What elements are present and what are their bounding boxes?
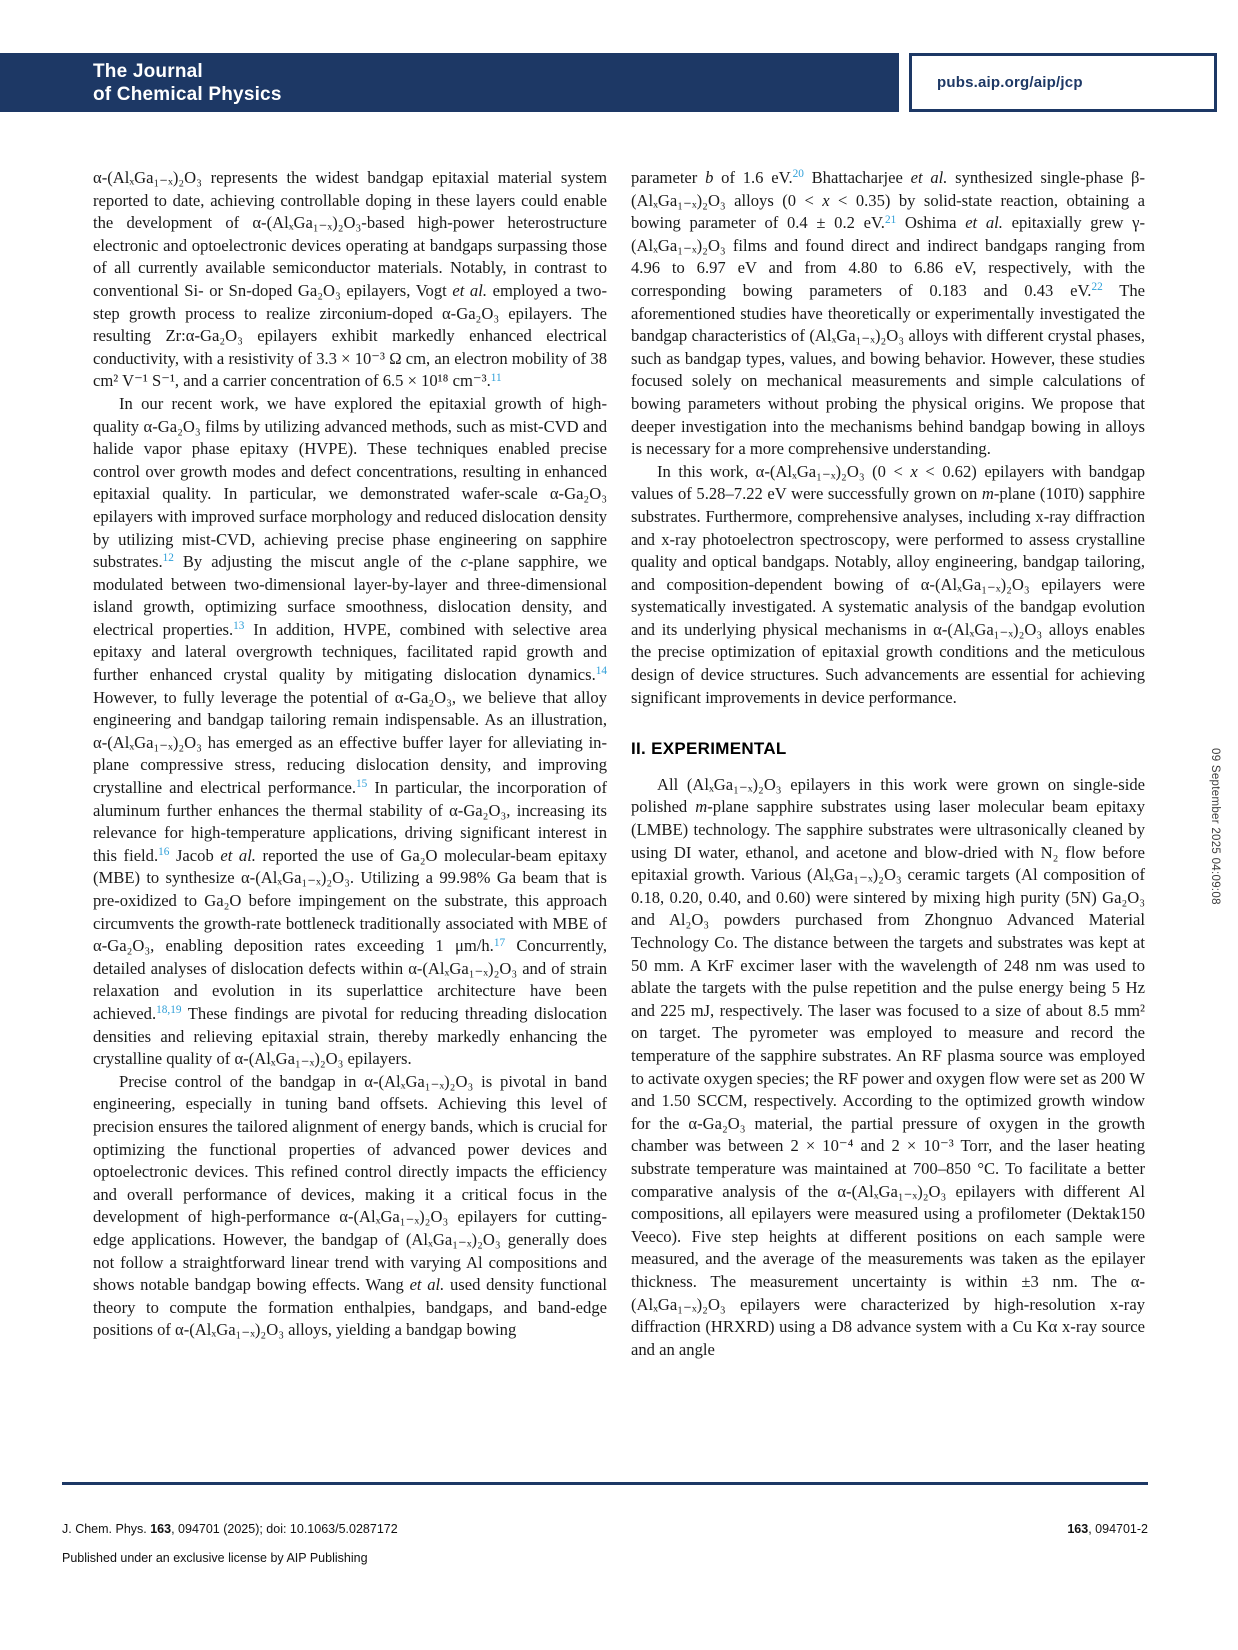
reference-citation-link[interactable]: 17: [493, 936, 506, 949]
journal-url-link[interactable]: pubs.aip.org/aip/jcp: [937, 74, 1083, 91]
footer-citation-volume: 163: [150, 1522, 172, 1536]
body-text: By adjusting the miscut angle of the: [173, 552, 461, 572]
body-text: Precise control of the bandgap in α-(AlₓGa₁₋ₓ)₂O₃ is pivotal in band engineering, especially in tuning band offsets. Achieving this level of precision ensures the tailored alignment of energy bands, which is crucial for optimizing the functional properties of advanced power devices and optoelectronic devices. This refined control directly impacts the efficiency and overall performance of devices, making it a critical focus in the development of high-performance α-(AlₓGa₁₋ₓ)₂O₃ epilayers for cutting-edge applications. However, the bandgap of (AlₓGa₁₋ₓ)₂O₃ generally does not follow a straightforward linear trend with varying Al compositions and shows notable bandgap bowing effects. Wang: [93, 1071, 607, 1295]
body-text: In our recent work, we have explored the epitaxial growth of high-quality α-Ga₂O₃ films by utilizing advanced methods, such as mist-CVD and halide vapor phase epitaxy (HVPE). These techniques enabled precise control over growth modes and defect concentrations, resulting in enhanced epitaxial quality. In particular, we demonstrated wafer-scale α-Ga₂O₃ epilayers with improved surface morphology and reduced dislocation density by utilizing mist-CVD, achieving precise phase engineering on sapphire substrates.: [93, 393, 607, 572]
footer-citation-journal: J. Chem. Phys.: [62, 1522, 151, 1536]
reference-citation-link[interactable]: 22: [1091, 281, 1103, 294]
column-left: [93, 167, 607, 1342]
body-text: Bhattacharjee: [803, 168, 911, 187]
body-text: -plane (101̄0) sapphire substrates. Furthermore, comprehensive analyses, including x-ray diffraction and x-ray photoelectron spectroscopy, were performed to assess crystalline quality and optical bandgaps. Notably, alloy engineering, bandgap tailoring, and composition-dependent bowing of α-(AlₓGa₁₋ₓ)₂O₃ epilayers were systematically investigated. A systematic analysis of the bandgap evolution and its underlying physical mechanisms in α-(AlₓGa₁₋ₓ)₂O₃ alloys enables the precise optimization of epitaxial growth conditions and the meticulous design of device structures. Such advancements are essential for achieving significant improvements in device performance.: [631, 484, 1145, 707]
footer-citation-rest: , 094701 (2025); doi: 10.1063/5.0287172: [171, 1522, 398, 1536]
reference-citation-link[interactable]: 21: [884, 213, 897, 226]
paragraph: [93, 167, 607, 393]
journal-url-box[interactable]: [909, 53, 1217, 112]
paragraph: [631, 774, 1145, 1361]
body-text: < 0.35) by solid-state reaction, obtaining a bowing parameter of 0.4 ± 0.2 eV.: [631, 190, 1145, 233]
italic-text: et al.: [965, 213, 1003, 233]
body-text: All (AlₓGa₁₋ₓ)₂O₃ epilayers in this work were grown on single-side polished: [631, 774, 1145, 817]
italic-text: et al.: [452, 280, 487, 300]
body-text: < 0.62) epilayers with bandgap values of 5.28–7.22 eV were successfully grown on: [631, 461, 1146, 504]
footer-page-number: [1067, 1522, 1148, 1536]
column-right: [631, 167, 1145, 1361]
body-text: However, to fully leverage the potential of α-Ga₂O₃, we believe that alloy engineering and bandgap tailoring remain indispensable. As an illustration, α-(AlₓGa₁₋ₓ)₂O₃ has emerged as an effective buffer layer for alleviating in-plane compressive stress, reducing dislocation density, and improving crystalline and electrical performance.: [93, 687, 607, 798]
body-text: α-(AlₓGa₁₋ₓ)₂O₃ represents the widest bandgap epitaxial material system reported to date, achieving controllable doping in these layers could enable the development of α-(AlₓGa₁₋ₓ)₂O₃-based high-power heterostructure electronic and optoelectronic devices operating at bandgaps surpassing those of all currently available semiconductor materials. Notably, in contrast to conventional Si- or Sn-doped Ga₂O₃ epilayers, Vogt: [93, 168, 607, 300]
footer-license: Published under an exclusive license by AIP Publishing: [62, 1551, 368, 1565]
italic-text: c: [460, 552, 468, 572]
body-text: Oshima: [896, 213, 966, 233]
reference-citation-link[interactable]: 18,19: [156, 1004, 182, 1017]
download-timestamp: 09 September 2025 04:09:08: [1209, 748, 1221, 905]
body-text: These findings are pivotal for reducing threading dislocation densities and relieving epitaxial strain, thereby markedly enhancing the crystalline quality of α-(AlₓGa₁₋ₓ)₂O₃ epilayers.: [93, 1003, 607, 1069]
italic-text: m: [981, 484, 994, 504]
body-text: parameter: [631, 168, 706, 187]
body-text: -plane sapphire, we modulated between two-dimensional layer-by-layer and three-dimensional island growth, optimizing surface smoothness, dislocation density, and electrical properties.: [93, 552, 607, 639]
italic-text: et al.: [409, 1275, 445, 1295]
paragraph: [631, 461, 1145, 710]
body-text: In addition, HVPE, combined with selective area epitaxy and lateral overgrowth techniques, facilitated rapid growth and further enhanced crystal quality by mitigating dislocation dynamics.: [93, 619, 607, 685]
paragraph: [93, 393, 607, 1071]
header-banner: [0, 53, 899, 112]
journal-logo: [0, 60, 282, 106]
body-text: In this work, α-(AlₓGa₁₋ₓ)₂O₃ (0 <: [657, 461, 911, 481]
body-text: synthesized single-phase β-(AlₓGa₁₋ₓ)₂O₃ alloys (0 <: [631, 168, 1145, 210]
paragraph: [631, 167, 1145, 461]
paragraph: [93, 1071, 607, 1342]
footer-citation: [62, 1522, 398, 1536]
reference-citation-link[interactable]: 12: [162, 552, 174, 565]
italic-text: x: [910, 461, 918, 481]
body-text: used density functional theory to compute the formation enthalpies, bandgaps, and band-edge positions of α-(AlₓGa₁₋ₓ)₂O₃ alloys, yielding a bandgap bowing: [93, 1275, 608, 1340]
body-text: employed a two-step growth process to realize zirconium-doped α-Ga₂O₃ epilayers. The resulting Zr:α-Ga₂O₃ epilayers exhibit markedly enhanced electrical conductivity, with a resistivity of 3.3 × 10⁻³ Ω cm, an electron mobility of 38 cm² V⁻¹ S⁻¹, and a carrier concentration of 6.5 × 10¹⁸ cm⁻³.: [93, 280, 608, 391]
italic-text: x: [822, 190, 830, 210]
body-text: In particular, the incorporation of aluminum further enhances the thermal stability of α-Ga₂O₃, increasing its relevance for high-temperature applications, driving significant interest in this field.: [93, 778, 608, 865]
journal-title-line1: The Journal: [93, 60, 203, 82]
italic-text: m: [695, 797, 708, 817]
reference-citation-link[interactable]: 20: [792, 168, 804, 181]
reference-citation-link[interactable]: 13: [233, 620, 245, 633]
reference-citation-link[interactable]: 16: [158, 846, 170, 859]
reference-citation-link[interactable]: 14: [595, 665, 607, 678]
body-text: epitaxially grew γ-(AlₓGa₁₋ₓ)₂O₃ films and found direct and indirect bandgaps ranging from 4.96 to 6.97 eV and from 4.80 to 6.86 eV, respectively, with the corresponding bowing parameters of 0.183 and 0.43 eV.: [631, 213, 1146, 300]
italic-text: et al.: [220, 845, 256, 865]
body-text: The aforementioned studies have theoretically or experimentally investigated the bandgap characteristics of (AlₓGa₁₋ₓ)₂O₃ alloys with different crystal phases, such as bandgap types, values, and bowing behavior. However, these studies focused solely on mechanical measurements and simple calculations of bowing parameters without probing the physical origins. We propose that deeper investigation into the mechanisms behind bandgap bowing in alloys is necessary for a more comprehensive understanding.: [631, 280, 1145, 459]
body-text: -plane sapphire substrates using laser molecular beam epitaxy (LMBE) technology. The sapphire substrates were ultrasonically cleaned by using DI water, ethanol, and acetone and blow-dried with N₂ flow before epitaxial growth. Various (AlₓGa₁₋ₓ)₂O₃ ceramic targets (Al composition of 0.18, 0.20, 0.40, and 0.60) were sintered by mixing high purity (5N) Ga₂O₃ and Al₂O₃ powders purchased from Zhongnuo Advanced Material Technology Co. The distance between the targets and substrates was kept at 50 mm. A KrF excimer laser with the wavelength of 248 nm was used to ablate the targets with the pulse repetition and the pulse energy being 5 Hz and 225 mJ, respectively. The laser was focused to a size of about 8.5 mm² on target. The pyrometer was employed to measure and record the temperature of the sapphire substrates. An RF plasma source was employed to activate oxygen species; the RF power and oxygen flow were set as 200 W and 1.50 SCCM, respectively. According to the optimized growth window for the α-Ga₂O₃ material, the partial pressure of oxygen in the growth chamber was between 2 × 10⁻⁴ and 2 × 10⁻³ Torr, and the laser heating substrate temperature was maintained at 700–850 °C. To facilitate a better comparative analysis of the α-(AlₓGa₁₋ₓ)₂O₃ epilayers with different Al compositions, all epilayers were measured using a profilometer (Dektak150 Veeco). Five step heights at different positions on each sample were measured, and the average of the measurements was taken as the epilayer thickness. The measurement uncertainty is within ±3 nm. The α-(AlₓGa₁₋ₓ)₂O₃ epilayers were characterized by high-resolution x-ray diffraction (HRXRD) using a D8 advance system with a Cu Kα x-ray source and an angle: [631, 797, 1145, 1359]
body-text: Concurrently, detailed analyses of dislocation defects within α-(AlₓGa₁₋ₓ)₂O₃ and of strain relaxation and evolution in its superlattice architecture have been achieved.: [93, 936, 607, 1023]
italic-text: et al.: [910, 168, 948, 187]
body-text: Jacob: [169, 845, 221, 865]
italic-text: b: [705, 168, 714, 187]
reference-citation-link[interactable]: 11: [490, 371, 502, 384]
footer-rule: [62, 1482, 1148, 1485]
journal-title-line2: of Chemical Physics: [93, 83, 282, 105]
section-heading: II. EXPERIMENTAL: [631, 739, 787, 759]
body-text: reported the use of Ga₂O molecular-beam epitaxy (MBE) to synthesize α-(AlₓGa₁₋ₓ)₂O₃. Utilizing a 99.98% Ga beam that is pre-oxidized to Ga₂O before impingement on the substrate, this approach circumvents the growth-rate bottleneck traditionally associated with MBE of α-Ga₂O₃, enabling deposition rates exceeding 1 μm/h.: [93, 845, 607, 956]
reference-citation-link[interactable]: 15: [356, 778, 368, 791]
body-text: of 1.6 eV.: [713, 168, 793, 187]
footer-page-rest: , 094701-2: [1088, 1522, 1148, 1536]
footer-page-volume: 163: [1067, 1522, 1089, 1536]
